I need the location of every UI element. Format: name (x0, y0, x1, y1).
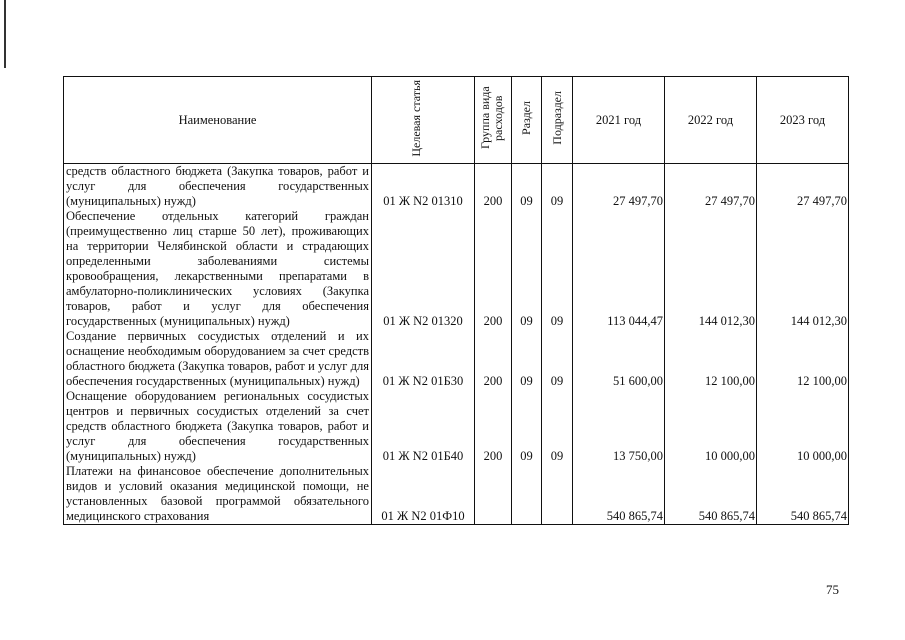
header-expense-group: Группа вида расходов (475, 77, 512, 164)
table-row (64, 464, 849, 525)
row-article: 01 Ж N2 01Б40 (372, 389, 475, 464)
row-2021: 27 497,70 (573, 164, 665, 210)
table-row (64, 209, 849, 329)
row-2023: 12 100,00 (757, 329, 849, 389)
row-2022: 12 100,00 (665, 329, 757, 389)
row-name: Обеспечение отдельных категорий граждан (преимущественно лиц старше 50 лет), проживающих на территории Челябинской области и страдающих определенными заболеваниями системы кровообращения, лекарственными препаратами в амбулаторно-поликлинических условиях (Закупка товаров, работ и услуг для обеспечения государственных (муниципальных) нужд) (64, 209, 372, 329)
row-group: 200 (475, 329, 512, 389)
header-2021: 2021 год (573, 77, 665, 164)
header-2023: 2023 год (757, 77, 849, 164)
row-2023: 540 865,74 (757, 464, 849, 525)
row-2022: 144 012,30 (665, 209, 757, 329)
header-2022: 2022 год (665, 77, 757, 164)
row-group (475, 464, 512, 525)
row-2023: 10 000,00 (757, 389, 849, 464)
row-name: Создание первичных сосудистых отделений и их оснащение необходимым оборудованием за счет средств областного бюджета (Закупка товаров, работ и услуг для обеспечения государственных (муниципальных) нужд) (64, 329, 372, 389)
row-name: Оснащение оборудованием региональных сосудистых центров и первичных сосудистых отделений за счет средств областного бюджета (Закупка товаров, работ и услуг для обеспечения государственных (муниципальных) нужд) (64, 389, 372, 464)
table-header-row (64, 77, 849, 164)
row-article: 01 Ж N2 01310 (372, 164, 475, 210)
row-group: 200 (475, 389, 512, 464)
row-section: 09 (512, 164, 542, 210)
row-2021: 540 865,74 (573, 464, 665, 525)
row-2022: 27 497,70 (665, 164, 757, 210)
row-section: 09 (512, 389, 542, 464)
row-section (512, 464, 542, 525)
header-name: Наименование (64, 77, 372, 164)
row-subsection: 09 (542, 209, 573, 329)
row-2022: 10 000,00 (665, 389, 757, 464)
table-row (64, 329, 849, 389)
table-row (64, 164, 849, 210)
budget-table (63, 76, 849, 525)
row-2021: 113 044,47 (573, 209, 665, 329)
row-article: 01 Ж N2 01Ф10 (372, 464, 475, 525)
header-target-article: Целевая статья (372, 77, 475, 164)
row-section: 09 (512, 329, 542, 389)
row-2023: 144 012,30 (757, 209, 849, 329)
row-article: 01 Ж N2 01320 (372, 209, 475, 329)
row-name: Платежи на финансовое обеспечение дополнительных видов и условий оказания медицинской помощи, не установленных базовой программой обязательного медицинского страхования (64, 464, 372, 525)
row-subsection: 09 (542, 389, 573, 464)
row-section: 09 (512, 209, 542, 329)
row-2023: 27 497,70 (757, 164, 849, 210)
row-subsection: 09 (542, 164, 573, 210)
row-article: 01 Ж N2 01Б30 (372, 329, 475, 389)
row-2021: 51 600,00 (573, 329, 665, 389)
row-group: 200 (475, 164, 512, 210)
table-row (64, 389, 849, 464)
row-name: средств областного бюджета (Закупка товаров, работ и услуг для обеспечения государственных (муниципальных) нужд) (64, 164, 372, 210)
row-2021: 13 750,00 (573, 389, 665, 464)
row-subsection: 09 (542, 329, 573, 389)
page-number: 75 (826, 582, 839, 597)
scan-edge-mark (4, 0, 6, 68)
header-subsection: Подраздел (542, 77, 573, 164)
row-group: 200 (475, 209, 512, 329)
row-subsection (542, 464, 573, 525)
row-2022: 540 865,74 (665, 464, 757, 525)
header-section: Раздел (512, 77, 542, 164)
